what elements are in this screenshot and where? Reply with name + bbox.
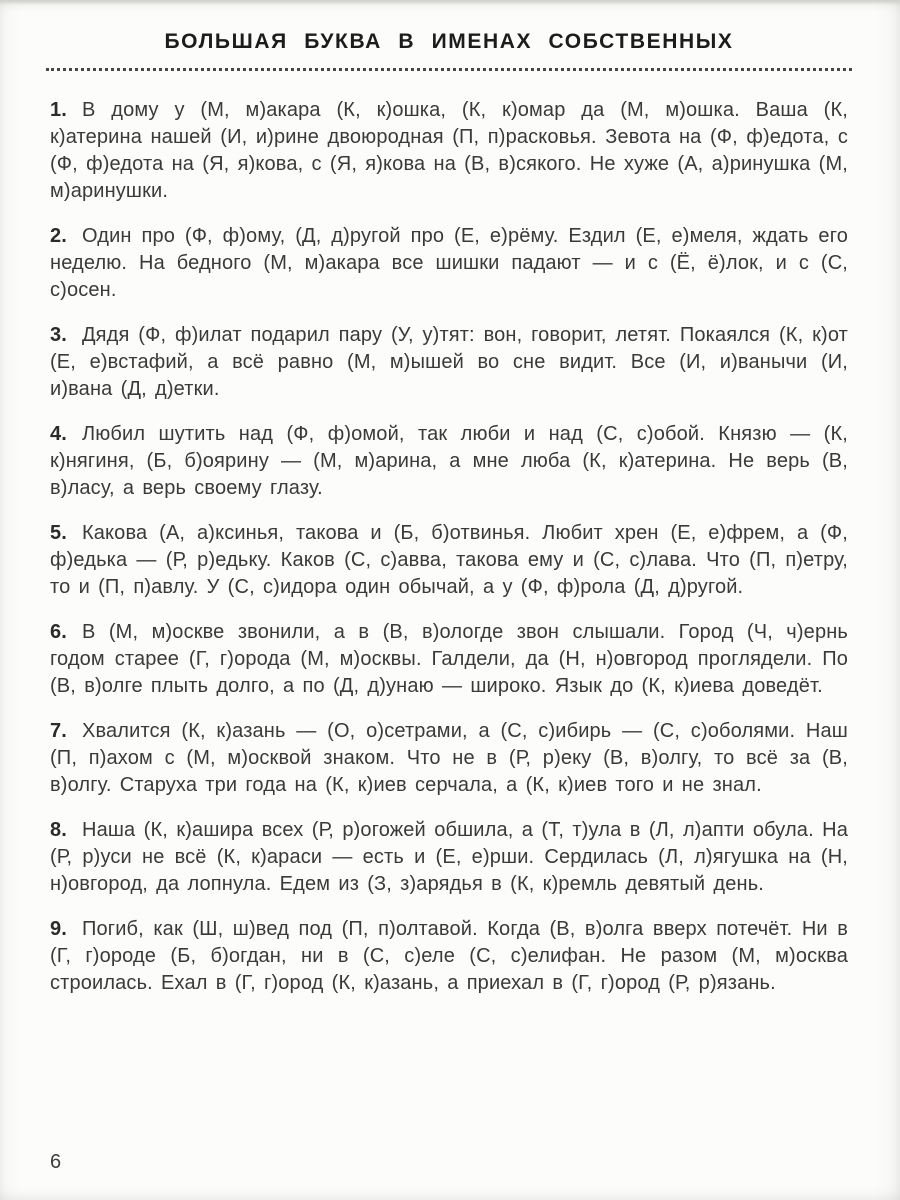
exercise-text: Дядя (Ф, ф)илат подарил пару (У, у)тят: вон, говорит, летят. Покаялся (К, к)от (Е, е)встафий, а всё равно (М, м)ышей во сне видит. Все (И, и)ванычи (И, и)вана (Д, д)етки. bbox=[50, 324, 848, 400]
exercise-paragraph bbox=[50, 718, 848, 799]
exercise-text: Один про (Ф, ф)ому, (Д, д)ругой про (Е, е)рёму. Ездил (Е, е)меля, ждать его неделю. На бедного (М, м)акара все шишки падают — и с (Ё, ё)лок, и с (С, с)осен. bbox=[50, 225, 848, 301]
exercise-number: 1. bbox=[50, 99, 67, 121]
exercise-text: Какова (А, а)ксинья, такова и (Б, б)отвинья. Любит хрен (Е, е)фрем, а (Ф, ф)едька — (Р, р)едьку. Каков (С, с)авва, такова ему и (С, с)лава. Что (П, п)етру, то и (П, п)авлу. У (С, с)идора один обычай, а у (Ф, ф)рола (Д, д)ругой. bbox=[50, 522, 848, 598]
exercise-number: 4. bbox=[50, 423, 67, 445]
title-divider bbox=[46, 68, 852, 71]
exercise-text: Наша (К, к)ашира всех (Р, р)огожей обшила, а (Т, т)ула в (Л, л)апти обула. На (Р, р)уси не всё (К, к)араси — есть и (Е, е)рши. Сердилась (Л, л)ягушка на (Н, н)овгород, да лопнула. Едем из (З, з)арядья в (К, к)ремль девятый день. bbox=[50, 819, 848, 895]
exercise-paragraph bbox=[50, 421, 848, 502]
exercise-number: 2. bbox=[50, 225, 67, 247]
exercise-number: 3. bbox=[50, 324, 67, 346]
exercise-number: 7. bbox=[50, 720, 67, 742]
exercise-paragraph bbox=[50, 322, 848, 403]
exercise-number: 9. bbox=[50, 918, 67, 940]
exercise-paragraph bbox=[50, 619, 848, 700]
exercise-list bbox=[50, 97, 848, 997]
exercise-text: Хвалится (К, к)азань — (О, о)сетрами, а (С, с)ибирь — (С, с)оболями. Наш (П, п)ахом с (М, м)осквой знаком. Что не в (Р, р)еку (В, в)олгу, то всё за (В, в)олгу. Старуха три года на (К, к)иев серчала, а (К, к)иев того и не знал. bbox=[50, 720, 848, 796]
exercise-number: 5. bbox=[50, 522, 67, 544]
exercise-text: Любил шутить над (Ф, ф)омой, так люби и над (С, с)обой. Князю — (К, к)нягиня, (Б, б)оярину — (М, м)арина, а мне люба (К, к)атерина. Не верь (В, в)ласу, а верь своему глазу. bbox=[50, 423, 848, 499]
exercise-text: В (М, м)оскве звонили, а в (В, в)ологде звон слышали. Город (Ч, ч)ернь годом старее (Г, г)орода (М, м)осквы. Галдели, да (Н, н)овгород проглядели. По (В, в)олге плыть долго, а по (Д, д)унаю — широко. Язык до (К, к)иева доведёт. bbox=[50, 621, 848, 697]
page-number: 6 bbox=[50, 1151, 62, 1173]
exercise-paragraph bbox=[50, 520, 848, 601]
exercise-paragraph bbox=[50, 916, 848, 997]
exercise-number: 8. bbox=[50, 819, 67, 841]
exercise-text: Погиб, как (Ш, ш)вед под (П, п)олтавой. Когда (В, в)олга вверх потечёт. Ни в (Г, г)ороде (Б, б)огдан, ни в (С, с)еле (С, с)елифан. Не разом (М, м)осква строилась. Ехал в (Г, г)ород (К, к)азань, а приехал в (Г, г)ород (Р, р)язань. bbox=[50, 918, 848, 994]
exercise-paragraph bbox=[50, 97, 848, 205]
exercise-text: В дому у (М, м)акара (К, к)ошка, (К, к)омар да (М, м)ошка. Ваша (К, к)атерина нашей (И, и)рине двоюродная (П, п)расковья. Зевота на (Ф, ф)едота, с (Ф, ф)едота на (Я, я)кова, с (Я, я)кова на (В, в)сякого. Не хуже (А, а)ринушка (М, м)аринушки. bbox=[50, 99, 848, 202]
exercise-paragraph bbox=[50, 817, 848, 898]
exercise-paragraph bbox=[50, 223, 848, 304]
exercise-number: 6. bbox=[50, 621, 67, 643]
page-title: БОЛЬШАЯ БУКВА В ИМЕНАХ СОБСТВЕННЫХ bbox=[164, 30, 734, 53]
